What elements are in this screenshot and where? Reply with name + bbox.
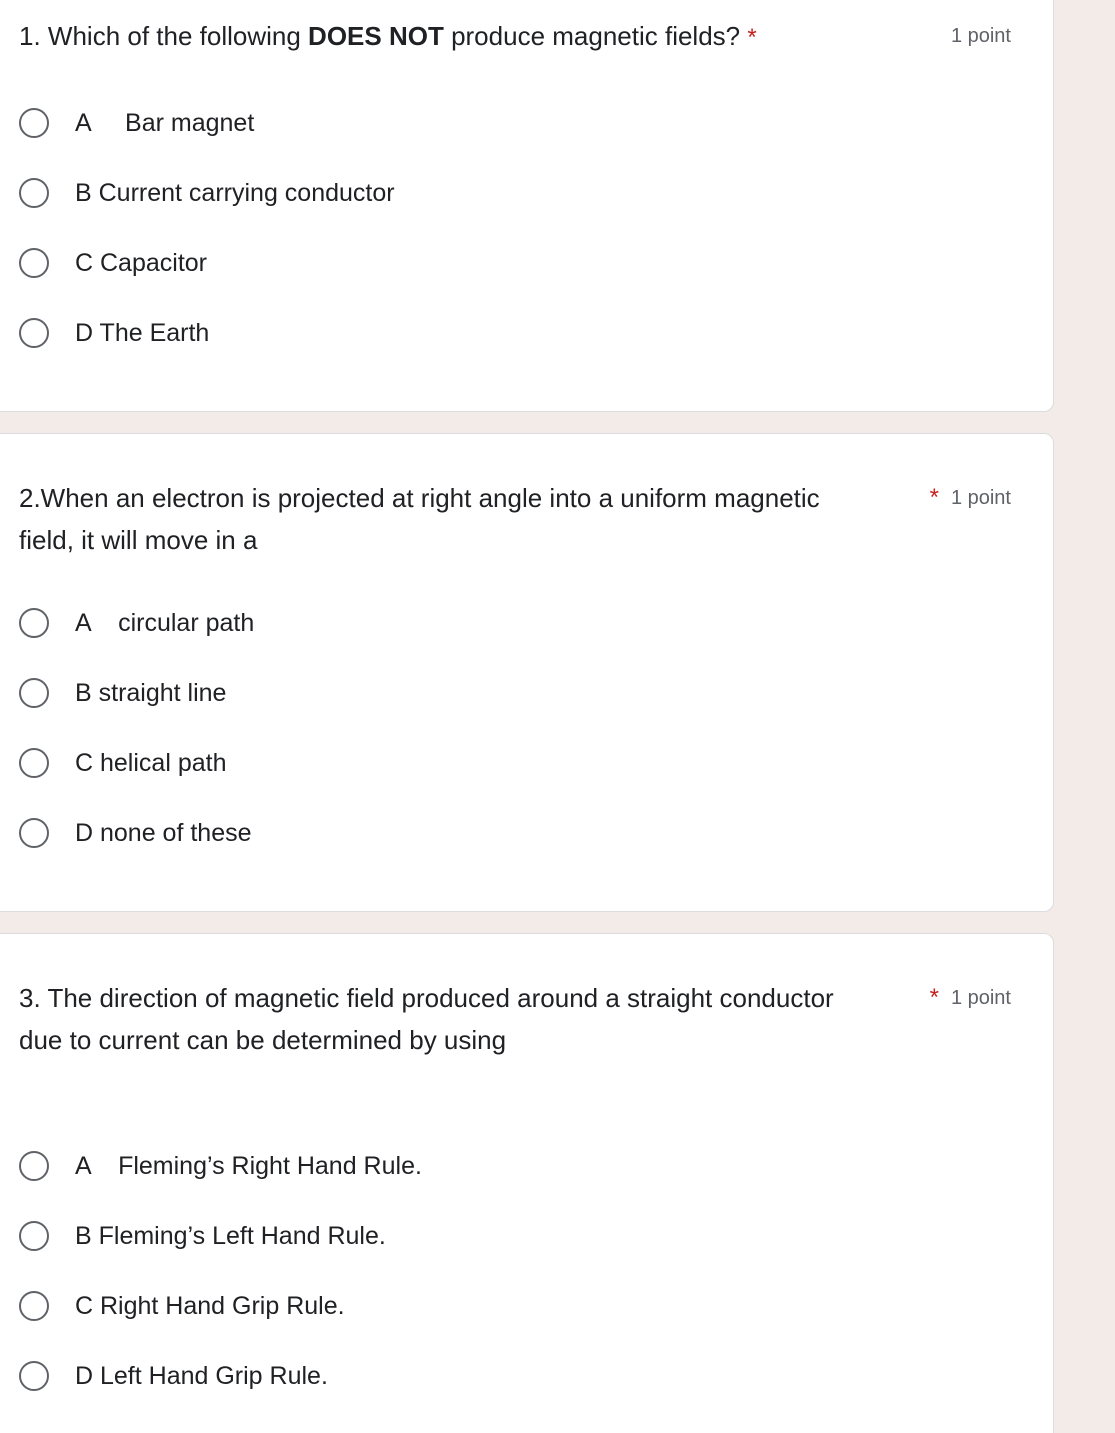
option-label: C Right Hand Grip Rule. <box>75 1291 345 1320</box>
option-b[interactable] <box>19 675 226 711</box>
option-label: A Fleming’s Right Hand Rule. <box>75 1151 422 1180</box>
option-b[interactable] <box>19 175 395 211</box>
option-label: B straight line <box>75 678 227 707</box>
option-label: D Left Hand Grip Rule. <box>75 1361 328 1390</box>
question-header <box>19 15 1011 59</box>
option-a[interactable] <box>19 105 254 141</box>
option-a[interactable] <box>19 1148 422 1184</box>
option-label: A Bar magnet <box>75 108 255 137</box>
option-b[interactable] <box>19 1218 386 1254</box>
required-asterisk: * <box>747 24 757 51</box>
question-title: 2.When an electron is projected at right angle into a uniform magnetic field, it will move in a <box>19 483 820 555</box>
option-d[interactable] <box>19 1358 328 1394</box>
radio-button[interactable] <box>19 1221 49 1251</box>
radio-button[interactable] <box>19 248 49 278</box>
option-label: D The Earth <box>75 318 210 347</box>
question-header <box>19 477 1011 561</box>
option-label: B Fleming’s Left Hand Rule. <box>75 1221 386 1250</box>
radio-button[interactable] <box>19 178 49 208</box>
radio-button[interactable] <box>19 818 49 848</box>
option-label: C helical path <box>75 748 227 777</box>
points-label: 1 point <box>950 987 1011 1009</box>
question-card-3 <box>0 933 1054 1433</box>
question-card-2 <box>0 433 1054 912</box>
radio-button[interactable] <box>19 678 49 708</box>
question-title: 1. Which of the following DOES NOT produce magnetic fields? * <box>19 21 757 51</box>
radio-button[interactable] <box>19 1151 49 1181</box>
required-asterisk: * <box>929 484 939 511</box>
question-header <box>19 977 1011 1061</box>
option-c[interactable] <box>19 1288 345 1324</box>
option-c[interactable] <box>19 745 226 781</box>
radio-button[interactable] <box>19 748 49 778</box>
radio-button[interactable] <box>19 1361 49 1391</box>
option-d[interactable] <box>19 315 209 351</box>
points-label: 1 point <box>950 487 1011 509</box>
question-title: 3. The direction of magnetic field produced around a straight conductor due to current can be determined by using <box>19 983 834 1055</box>
radio-button[interactable] <box>19 1291 49 1321</box>
radio-button[interactable] <box>19 108 49 138</box>
option-a[interactable] <box>19 605 254 641</box>
radio-button[interactable] <box>19 608 49 638</box>
emphasis-text: DOES NOT <box>308 21 444 51</box>
option-label: A circular path <box>75 608 255 637</box>
option-label: C Capacitor <box>75 248 207 277</box>
option-label: B Current carrying conductor <box>75 178 395 207</box>
required-asterisk: * <box>929 984 939 1011</box>
radio-button[interactable] <box>19 318 49 348</box>
points-label: 1 point <box>950 25 1011 47</box>
option-d[interactable] <box>19 815 252 851</box>
option-label: D none of these <box>75 818 252 847</box>
option-c[interactable] <box>19 245 207 281</box>
question-card-1 <box>0 0 1054 412</box>
